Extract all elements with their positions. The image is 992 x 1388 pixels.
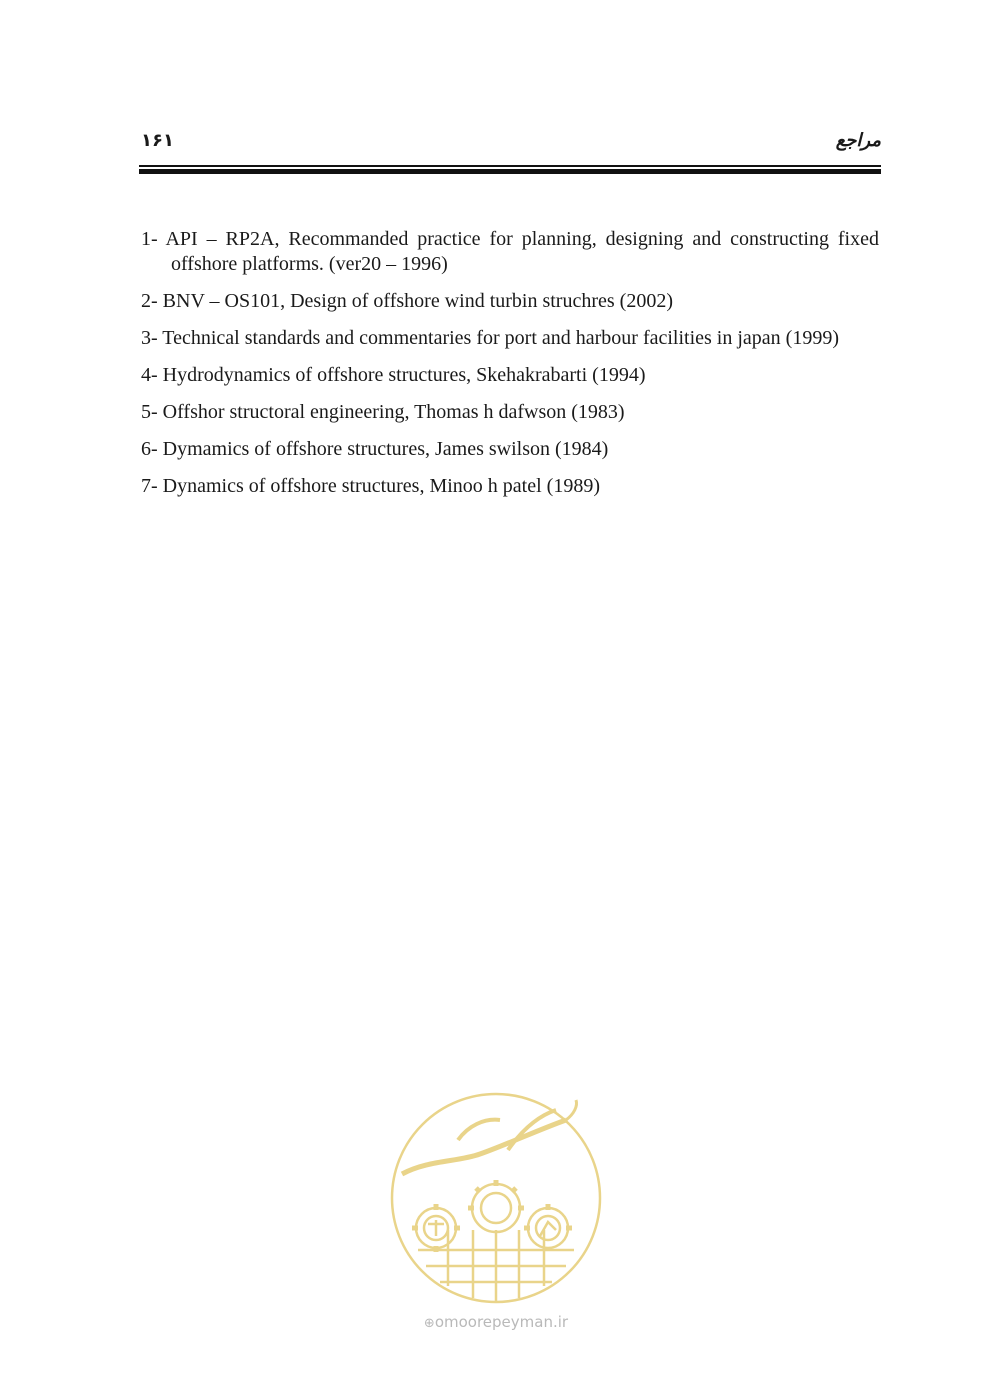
watermark [388, 1090, 604, 1340]
reference-item: 4- Hydrodynamics of offshore structures, Skehakrabarti (1994) [141, 364, 646, 386]
page-header [139, 128, 881, 158]
reference-item: 5- Offshor structoral engineering, Thomas h dafwson (1983) [141, 401, 625, 423]
reference-item: 6- Dymamics of offshore structures, James swilson (1984) [141, 438, 609, 460]
globe-icon: ⊕ [423, 1316, 435, 1331]
page-number: ۱۶۱ [141, 130, 174, 151]
reference-item: 2- BNV – OS101, Design of offshore wind turbin struchres (2002) [141, 290, 673, 312]
header-rule-thin [139, 165, 881, 167]
watermark-url [388, 1313, 604, 1331]
reference-list [141, 227, 879, 511]
reference-item: 7- Dynamics of offshore structures, Minoo h patel (1989) [141, 475, 600, 497]
header-rule-thick [139, 169, 881, 174]
reference-item: 1- API – RP2A, Recommanded practice for planning, designing and constructing fixed offshore platforms. (ver20 – 1996) [141, 228, 879, 275]
watermark-url-text: omoorepeyman.ir [434, 1313, 569, 1331]
reference-item: 3- Technical standards and commentaries for port and harbour facilities in japan (1999) [141, 327, 839, 349]
section-title: مراجع [835, 130, 881, 151]
watermark-logo [388, 1090, 604, 1306]
